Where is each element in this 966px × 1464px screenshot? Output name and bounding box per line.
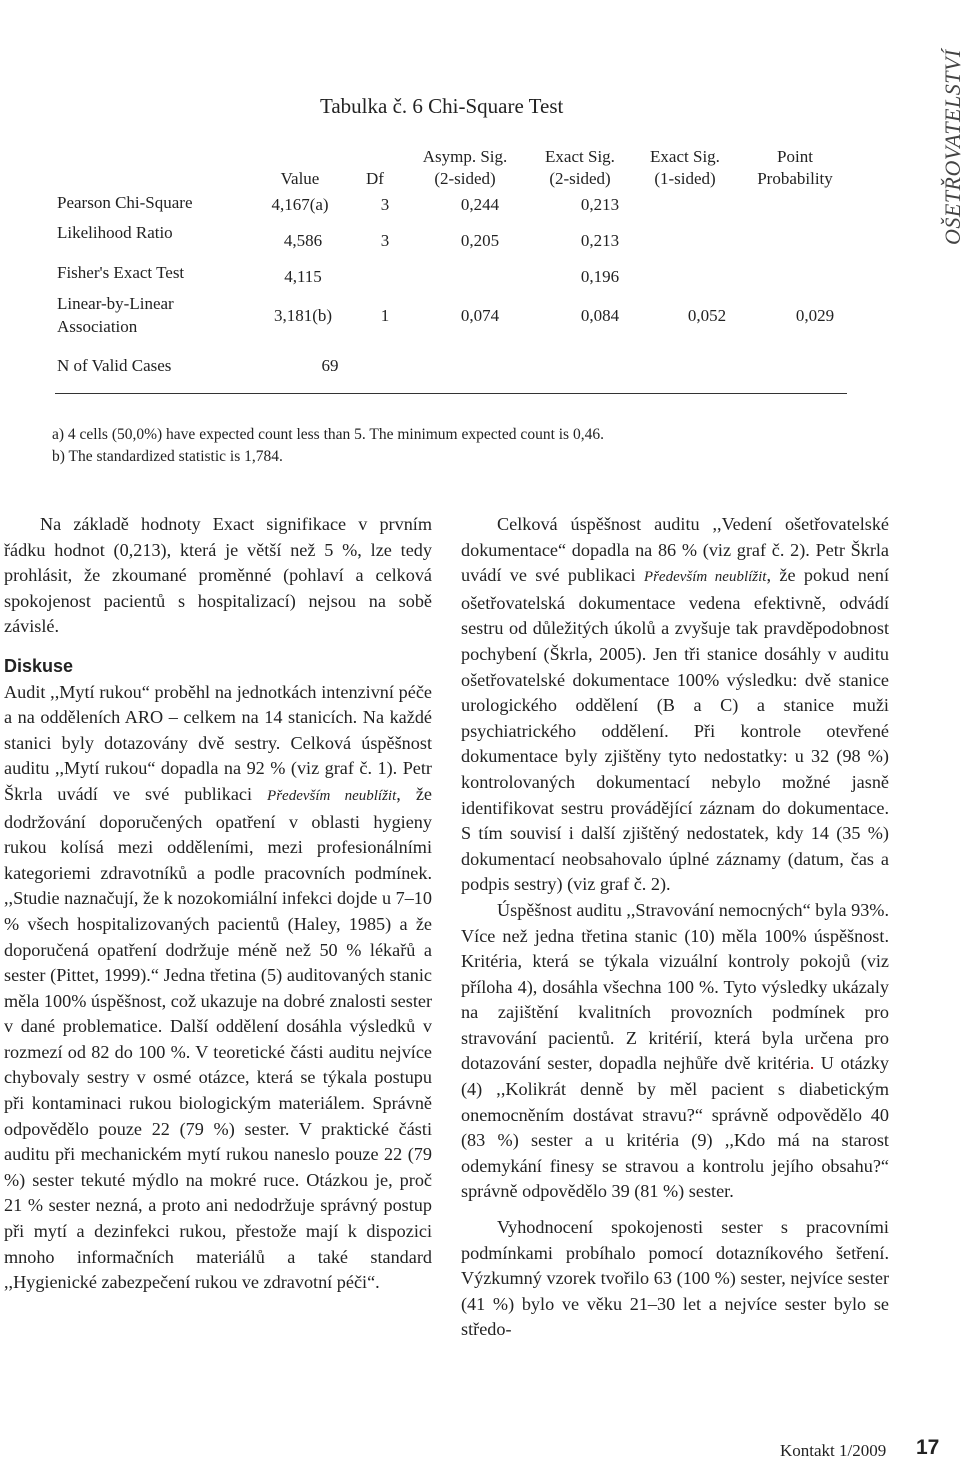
cell-value: 69 xyxy=(321,356,339,375)
header-exact2-l1: Exact Sig. xyxy=(545,147,615,166)
cell-exact2: 0,213 xyxy=(580,231,620,250)
header-value: Value xyxy=(280,169,320,188)
table-title: Tabulka č. 6 Chi-Square Test xyxy=(320,94,564,118)
header-df: Df xyxy=(366,169,384,188)
paragraph: Audit ,,Mytí rukou“ proběhl na jednotkách intenzivní péče a na odděleních ARO – celkem na 14 stanicích. Na každé stanici byly dotazovány dvě sestry. Celková úspěšnost auditu ,,Mytí rukou“ dopadla na 92 % (viz graf č. 1). Petr Škrla uvádí ve své publikaci Především neublížit, že dodržování doporučených opatření v oblasti hygieny rukou kolísá mezi odděleními, mezi profesionálními kategoriemi zdravotníků a podle pracovních podmínek. ,,Studie naznačují, že k nozokomiální infekci dojde u 7–10 % všech hospitalizovaných pacientů (Haley, 1985) a že doporučená opatření dodržuje méně než 50 % lékařů a sester (Pittet, 1999).“ Jedna třetina (5) auditovaných stanic měla 100% úspěšnost, což ukazuje na dobré znalosti sester v dané problematice. Další oddělení dosáhla výsledků v rozmezí od 82 do 100 %. V teoretické části auditu nejvíce chybovaly sestry v osmé otázce, která se týkala postupu při kontaminaci rukou biologickým materiálem. Správně odpovědělo pouze 22 (79 %) sester. V praktické části auditu při mechanickém mytí rukou naneslo pouze 22 (79 %) sester tekuté mýdlo na mokré ruce. Otázkou je, proč 21 % sester nezná, a proto ani nedodržuje správný postup při mytí a dezinfekci rukou, přestože mají k dispozici mnoho informačních materiálů a také standard ,,Hygienické zabezpečení rukou ve zdravotní péči“. xyxy=(4,681,432,1293)
row-label: Likelihood Ratio xyxy=(57,223,173,242)
cell-value: 3,181(b) xyxy=(273,306,333,325)
left-column xyxy=(4,512,432,1296)
cell-df: 3 xyxy=(380,231,390,250)
footer-journal: Kontakt 1/2009 xyxy=(780,1441,887,1460)
cell-asymp: 0,244 xyxy=(460,195,500,214)
cell-df: 1 xyxy=(380,306,390,325)
row-label: Fisher's Exact Test xyxy=(57,263,185,282)
paragraph: Na základě hodnoty Exact signifikace v prvním řádku hodnot (0,213), která je větší než 5 %, lze tedy prohlásit, že zkoumané proměnné (pohlaví a celková spokojenost pacientů s hospitalizací) nejsou na sobě závislé. xyxy=(4,514,432,637)
row-label: N of Valid Cases xyxy=(57,356,172,375)
row-label: Pearson Chi-Square xyxy=(57,193,193,212)
right-column xyxy=(461,512,889,1343)
row-label-line1: Linear-by-Linear xyxy=(57,294,174,313)
book-title: Především neublížit xyxy=(643,569,767,586)
cell-exact2: 0,084 xyxy=(580,306,620,325)
header-exact2-l2: (2-sided) xyxy=(549,169,611,188)
section-heading: Diskuse xyxy=(4,655,74,676)
cell-point: 0,029 xyxy=(795,306,835,325)
header-exact1-l2: (1-sided) xyxy=(654,169,716,188)
cell-exact1: 0,052 xyxy=(687,306,727,325)
cell-asymp: 0,074 xyxy=(460,306,500,325)
header-asymp-l1: Asymp. Sig. xyxy=(422,147,508,166)
section-side-label: OŠETŘOVATELSTVÍ xyxy=(940,49,965,245)
cell-df: 3 xyxy=(380,195,390,214)
paragraph: Úspěšnost auditu ,,Stravování nemocných“ byla 93%. Více než jedna třetina stanic (10) měla 100% úspěšnost. Kritéria, která se týkala vizuální kontroly pokojů (viz příloha 4), dosáhla všechna 100 %. Tyto výsledky ukázaly na zajištění kvalitních provozních podmínek pro stravování pacientů. Z kritérií, která byla určena pro dotazování sester, dopadla nejhůře dvě kritéria. U otázky (4) ,,Kolikrát denně by měl pacient s diabetickým onemocněním dostávat stravu?“ správně odpovědělo 40 (83 %) sester a u kritéria (9) ,,Kdo má na starost odemykání finesy se stravou a kontrolu jejího obsahu?“ správně odpovědělo 39 (81 %) sester. xyxy=(461,899,889,1202)
paragraph: Vyhodnocení spokojenosti sester s pracovními podmínkami probíhalo pomocí dotazníkového šetření. Výzkumný vzorek tvořilo 63 (100 %) sester, nejvíce sester (41 %) bylo ve věku 21–30 let a nejvíce sester bylo se středo- xyxy=(461,1217,889,1340)
cell-value: 4,167(a) xyxy=(271,195,329,214)
paragraph: Celková úspěšnost auditu ,,Vedení ošetřovatelské dokumentace“ dopadla na 86 % (viz graf č. 2). Petr Škrla uvádí ve své publikaci Především neublížit, že pokud není ošetřovatelská dokumentace vedena efektivně, odvádí sestru od důležitých úkolů a zvyšuje tak pravděpodobnost pochybení (Škrla, 2005). Jen tři stanice dosáhly v auditu ošetřovatelské dokumentace 100% výsledku: dvě stanice urologického oddělení (B a C) a stanice muži psychiatrického oddělení. Při kontrole otevřené dokumentace byly zjištěny tyto nedostatky: u 32 (98 %) kontrolovaných dokumentací nebylo možné jasně identifikovat sestru provádějící záznam do dokumentace. S tím souvisí i další zjištěný nedostatek, kdy 14 (35 %) dokumentací neobsahovalo úplné záznamy (datum, čas a podpis sestry) (viz graf č. 2). xyxy=(461,514,890,895)
cell-asymp: 0,205 xyxy=(460,231,500,250)
table-note-b: b) The standardized statistic is 1,784. xyxy=(52,448,283,465)
header-asymp-l2: (2-sided) xyxy=(434,169,496,188)
book-title: Především neublížit xyxy=(267,787,397,804)
page-number: 17 xyxy=(916,1436,940,1459)
cell-exact2: 0,213 xyxy=(580,195,620,214)
cell-value: 4,586 xyxy=(283,231,323,250)
table-bottom-rule xyxy=(55,393,847,394)
header-exact1-l1: Exact Sig. xyxy=(650,147,720,166)
header-point-l1: Point xyxy=(777,147,813,166)
cell-exact2: 0,196 xyxy=(580,267,620,286)
row-label-line2: Association xyxy=(57,317,138,336)
cell-value: 4,115 xyxy=(284,267,322,286)
header-point-l2: Probability xyxy=(757,169,833,188)
table-note-a: a) 4 cells (50,0%) have expected count less than 5. The minimum expected count is 0,46. xyxy=(52,426,604,443)
